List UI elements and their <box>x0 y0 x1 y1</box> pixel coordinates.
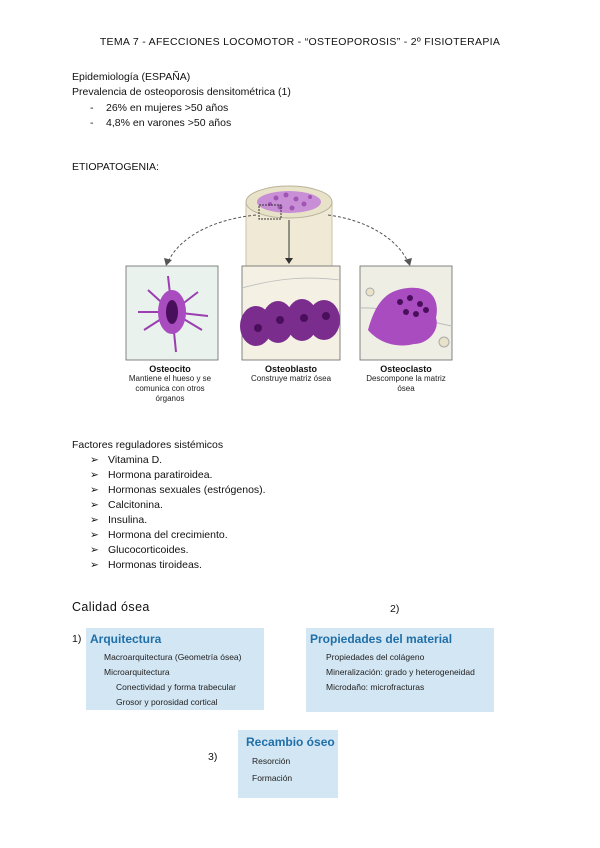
list-item: ➢ Hormona del crecimiento. <box>90 529 228 541</box>
material-heading: Propiedades del material <box>310 632 453 646</box>
arquitectura-heading: Arquitectura <box>90 632 162 646</box>
caption-osteoclasto: Osteoclasto Descompone la matriz ósea <box>366 364 446 393</box>
factores-title: Factores reguladores sistémicos <box>72 439 224 451</box>
epi-item: - 4,8% en varones >50 años <box>90 117 232 129</box>
arrow-bullet-icon: ➢ <box>90 484 99 496</box>
list-item: ➢ Vitamina D. <box>90 454 163 466</box>
list-item: ➢ Hormona paratiroidea. <box>90 469 213 481</box>
number-label-1: 1) <box>72 633 82 645</box>
arrow-bullet-icon: ➢ <box>90 469 99 481</box>
arrow-bullet-icon: ➢ <box>90 454 99 466</box>
arquitectura-box: Arquitectura Macroarquitectura (Geometría ósea) Microarquitectura Conectividad y forma trabecular Grosor y porosidad cortical <box>86 628 264 710</box>
arrow-bullet-icon: ➢ <box>90 559 99 571</box>
osteoclast-panel <box>360 266 452 360</box>
list-item: ➢ Hormonas sexuales (estrógenos). <box>90 484 266 496</box>
recambio-heading: Recambio óseo <box>246 735 335 749</box>
etiopatogenia-title: ETIOPATOGENIA: <box>72 161 159 173</box>
number-label-3: 3) <box>208 751 218 763</box>
arrow-bullet-icon: ➢ <box>90 544 99 556</box>
list-item: ➢ Calcitonina. <box>90 499 163 511</box>
document-header: TEMA 7 - AFECCIONES LOCOMOTOR - “OSTEOPOROSIS” - 2º FISIOTERAPIA <box>99 36 501 48</box>
dash-bullet: - <box>90 117 94 129</box>
calidad-title: Calidad ósea <box>72 600 150 614</box>
caption-osteocito: Osteocito Mantiene el hueso y se comunica con otros órganos <box>128 364 212 403</box>
osteoblast-panel <box>240 266 340 360</box>
epi-item: - 26% en mujeres >50 años <box>90 102 229 114</box>
caption-osteoblasto: Osteoblasto Construye matriz ósea <box>250 364 332 383</box>
recambio-box: Recambio óseo Resorción Formación <box>238 730 338 798</box>
list-item: ➢ Hormonas tiroideas. <box>90 559 202 571</box>
arrow-bullet-icon: ➢ <box>90 529 99 541</box>
factores-list <box>90 453 266 573</box>
list-item: ➢ Glucocorticoides. <box>90 544 189 556</box>
epidemiologia-title: Epidemiología (ESPAÑA) <box>72 71 191 83</box>
number-label-2: 2) <box>390 603 400 615</box>
osteocyte-panel <box>126 266 218 360</box>
arrow-bullet-icon: ➢ <box>90 514 99 526</box>
prevalencia-subtitle: Prevalencia de osteoporosis densitométrica (1) <box>72 86 291 98</box>
bone-cylinder-illustration <box>246 186 332 268</box>
material-box: Propiedades del material Propiedades del colágeno Mineralización: grado y heterogeneidad Microdaño: microfracturas <box>306 628 494 712</box>
list-item: ➢ Insulina. <box>90 514 148 526</box>
dash-bullet: - <box>90 102 94 114</box>
arrow-bullet-icon: ➢ <box>90 499 99 511</box>
